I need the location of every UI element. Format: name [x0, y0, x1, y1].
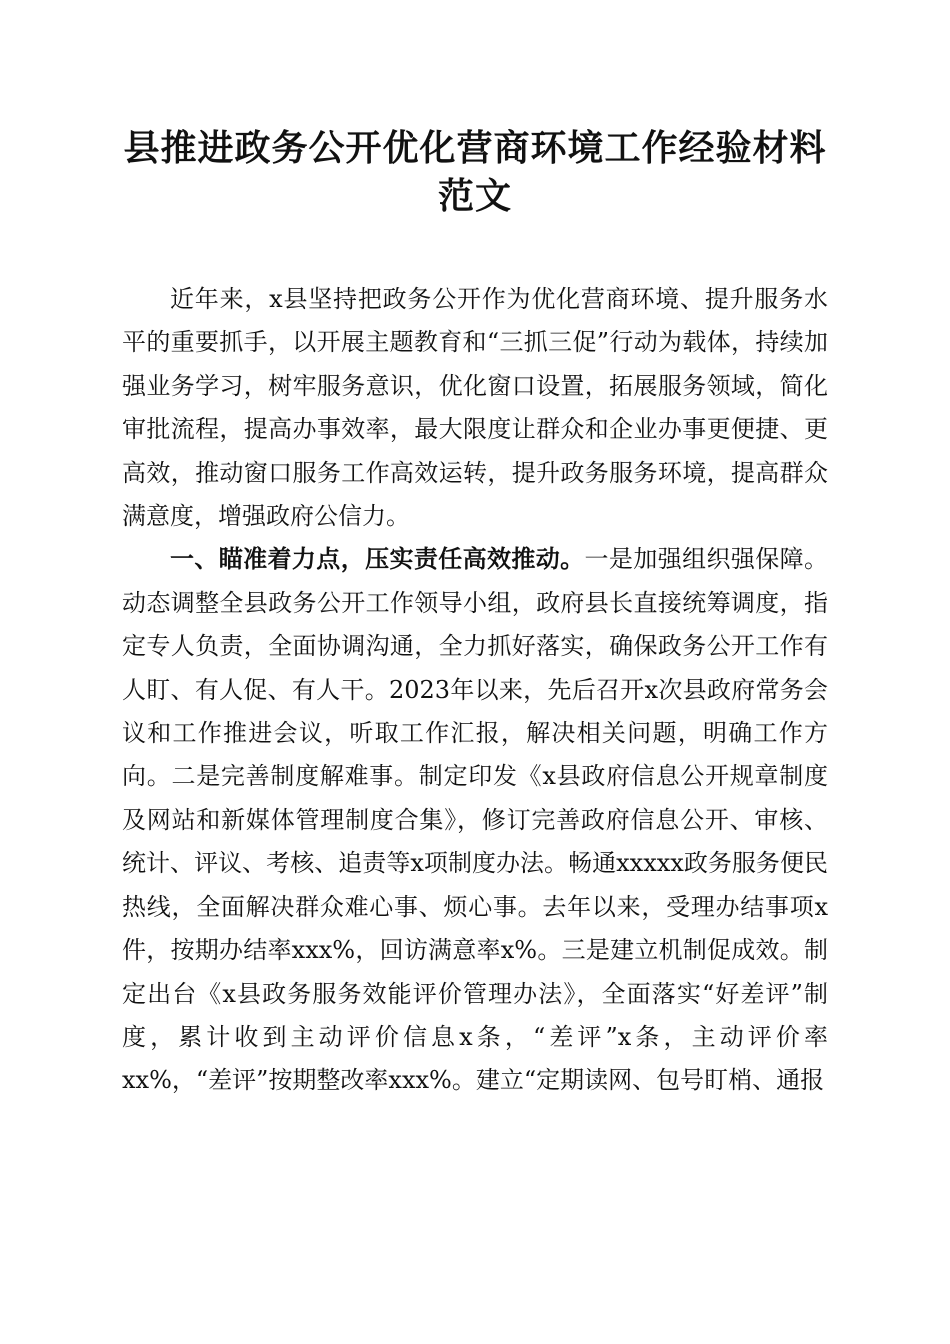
section-one-heading: 一、瞄准着力点，压实责任高效推动。	[170, 545, 585, 574]
document-body	[122, 278, 828, 1103]
section-one-text: 一是加强组织强保障。动态调整全县政务公开工作领导小组，政府县长直接统筹调度，指定专人负责，全面协调沟通，全力抓好落实，确保政务公开工作有人盯、有人促、有人干。2023年以来，先后召开x次县政府常务会议和工作推进会议，听取工作汇报，解决相关问题，明确工作方向。二是完善制度解难事。制定印发《x县政府信息公开规章制度及网站和新媒体管理制度合集》，修订完善政府信息公开、审核、统计、评议、考核、追责等x项制度办法。畅通xxxxx政务服务便民热线，全面解决群众难心事、烦心事。去年以来，受理办结事项x件，按期办结率xxx%，回访满意率x%。三是建立机制促成效。制定出台《x县政务服务效能评价管理办法》，全面落实“好差评”制度，累计收到主动评价信息x条，“差评”x条，主动评价率xx%，“差评”按期整改率xxx%。建立“定期读网、包号盯梢、通报	[122, 545, 829, 1095]
document-title: 县推进政务公开优化营商环境工作经验材料范文	[123, 127, 827, 217]
section-one-paragraph	[122, 538, 828, 1102]
intro-paragraph: 近年来，x县坚持把政务公开作为优化营商环境、提升服务水平的重要抓手，以开展主题教育和“三抓三促”行动为载体，持续加强业务学习，树牢服务意识，优化窗口设置，拓展服务领域，简化审批流程，提高办事效率，最大限度让群众和企业办事更便捷、更高效，推动窗口服务工作高效运转，提升政务服务环境，提高群众满意度，增强政府公信力。	[122, 285, 828, 531]
